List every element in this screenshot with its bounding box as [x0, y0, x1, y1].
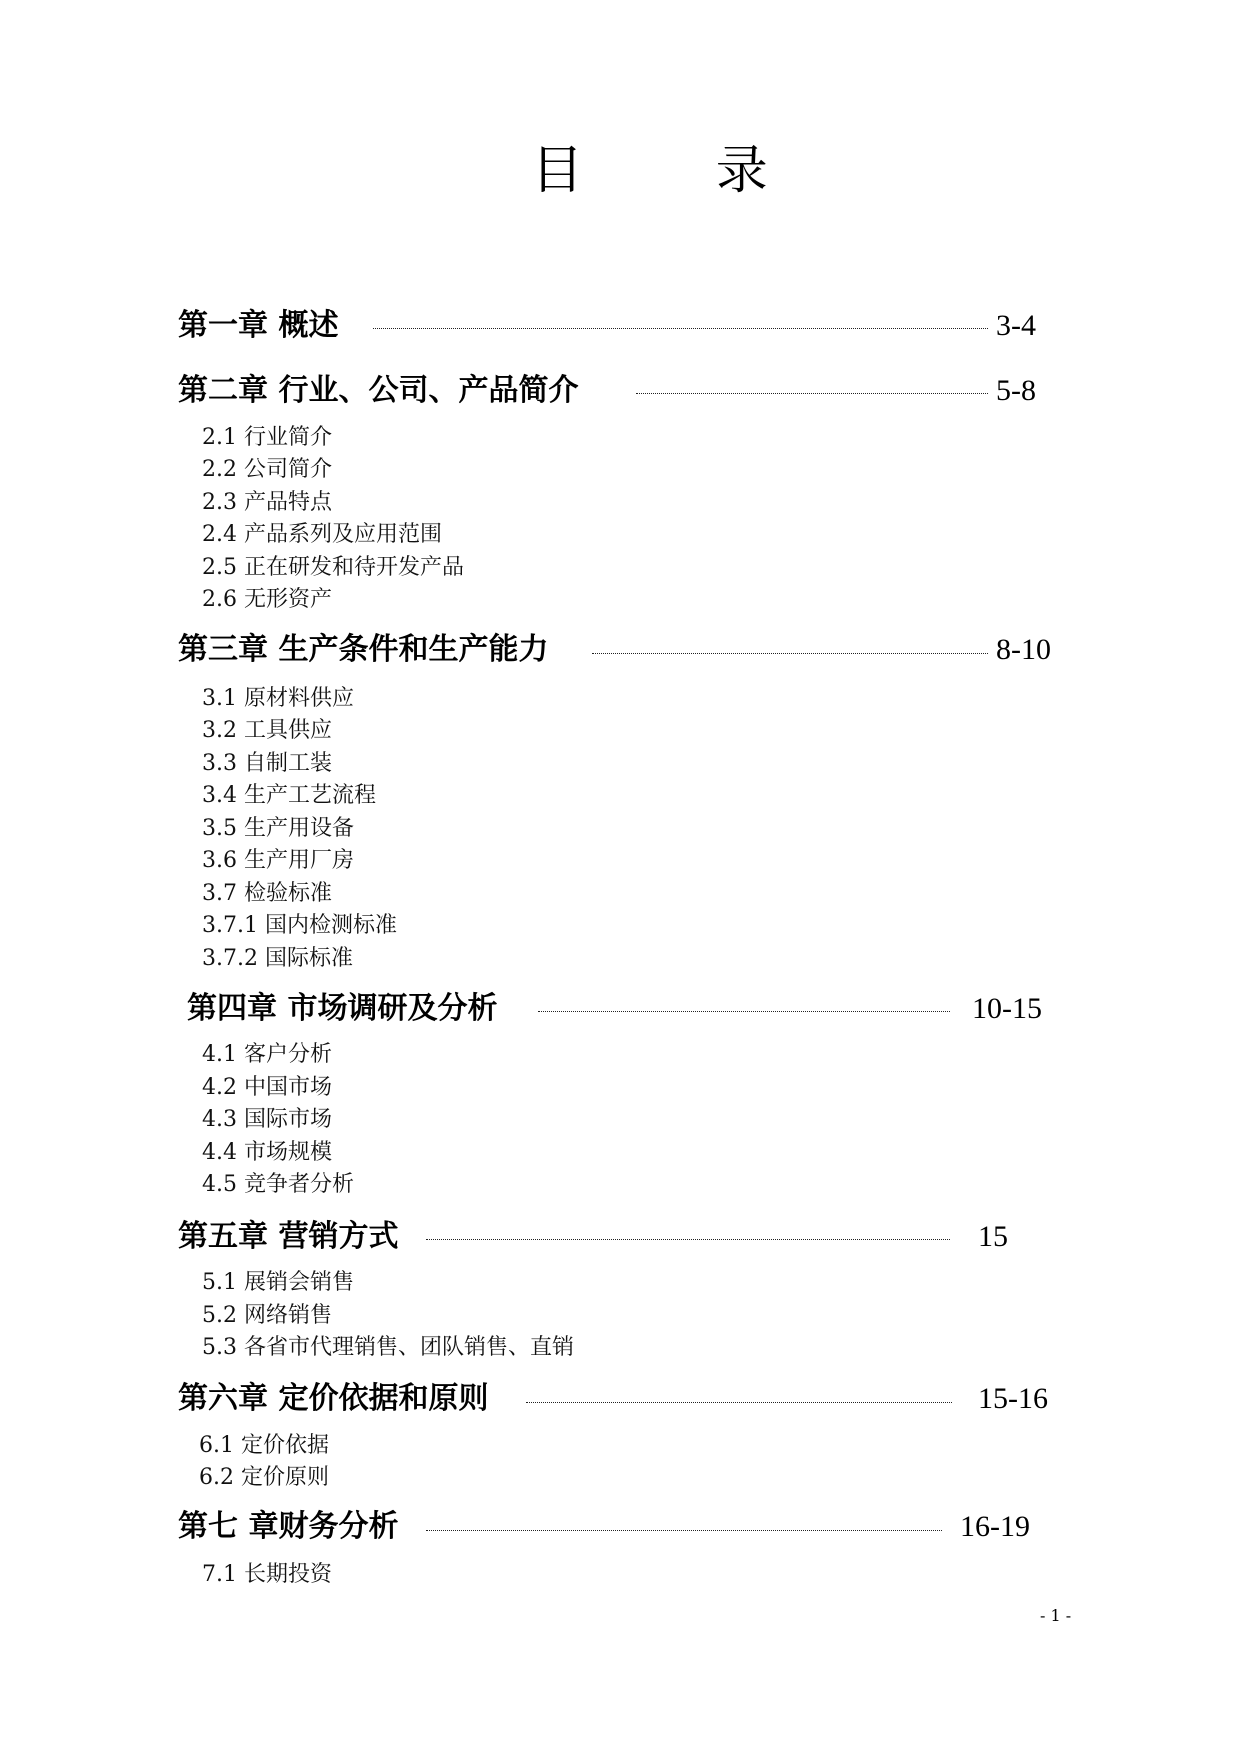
section-item[interactable]: 3.2 工具供应	[202, 718, 332, 743]
leader-dots	[426, 1239, 950, 1240]
leader-dots	[538, 1011, 950, 1012]
chapter-7-pages: 16-19	[960, 1510, 1030, 1543]
section-item[interactable]: 5.1 展销会销售	[202, 1270, 354, 1295]
section-item[interactable]: 3.4 生产工艺流程	[202, 783, 376, 808]
section-item[interactable]: 2.3 产品特点	[202, 490, 332, 515]
chapter-7-title[interactable]: 第七 章财务分析	[178, 1509, 399, 1544]
leader-dots	[526, 1402, 952, 1403]
section-item[interactable]: 4.1 客户分析	[202, 1042, 332, 1067]
chapter-5-title[interactable]: 第五章 营销方式	[178, 1219, 399, 1254]
chapter-1-pages: 3-4	[996, 309, 1036, 342]
section-item[interactable]: 2.2 公司简介	[202, 457, 332, 482]
section-item[interactable]: 3.1 原材料供应	[202, 686, 354, 711]
section-item[interactable]: 6.1 定价依据	[199, 1433, 329, 1458]
section-item[interactable]: 7.1 长期投资	[202, 1562, 332, 1587]
section-item[interactable]: 4.3 国际市场	[202, 1107, 332, 1132]
chapter-3-title[interactable]: 第三章 生产条件和生产能力	[178, 632, 549, 667]
chapter-4-pages: 10-15	[972, 992, 1042, 1025]
section-item[interactable]: 3.7 检验标准	[202, 881, 332, 906]
section-item[interactable]: 4.2 中国市场	[202, 1075, 332, 1100]
section-item[interactable]: 5.3 各省市代理销售、团队销售、直销	[202, 1335, 574, 1360]
leader-dots	[636, 393, 988, 394]
section-item[interactable]: 3.6 生产用厂房	[202, 848, 354, 873]
section-item[interactable]: 4.5 竞争者分析	[202, 1172, 354, 1197]
chapter-6-title[interactable]: 第六章 定价依据和原则	[178, 1381, 489, 1416]
chapter-6-pages: 15-16	[978, 1382, 1048, 1415]
leader-dots	[426, 1530, 942, 1531]
chapter-5-pages: 15	[978, 1220, 1008, 1253]
chapter-4-title[interactable]: 第四章 市场调研及分析	[187, 991, 498, 1026]
section-item[interactable]: 2.1 行业简介	[202, 425, 332, 450]
section-item[interactable]: 5.2 网络销售	[202, 1303, 332, 1328]
section-item[interactable]: 2.5 正在研发和待开发产品	[202, 555, 464, 580]
page-number: - 1 -	[1040, 1606, 1072, 1625]
chapter-2-pages: 5-8	[996, 374, 1036, 407]
section-item[interactable]: 6.2 定价原则	[199, 1465, 329, 1490]
chapter-3-pages: 8-10	[996, 633, 1051, 666]
section-item[interactable]: 3.7.1 国内检测标准	[202, 913, 397, 938]
leader-dots	[373, 328, 988, 329]
section-item[interactable]: 3.5 生产用设备	[202, 816, 354, 841]
section-item[interactable]: 3.7.2 国际标准	[202, 946, 353, 971]
section-item[interactable]: 2.4 产品系列及应用范围	[202, 522, 442, 547]
section-item[interactable]: 2.6 无形资产	[202, 587, 332, 612]
leader-dots	[592, 653, 988, 654]
chapter-2-title[interactable]: 第二章 行业、公司、产品简介	[178, 373, 579, 408]
chapter-1-title[interactable]: 第一章 概述	[178, 308, 339, 343]
section-item[interactable]: 3.3 自制工装	[202, 751, 332, 776]
section-item[interactable]: 4.4 市场规模	[202, 1140, 332, 1165]
page-title: 目 录	[531, 141, 826, 201]
